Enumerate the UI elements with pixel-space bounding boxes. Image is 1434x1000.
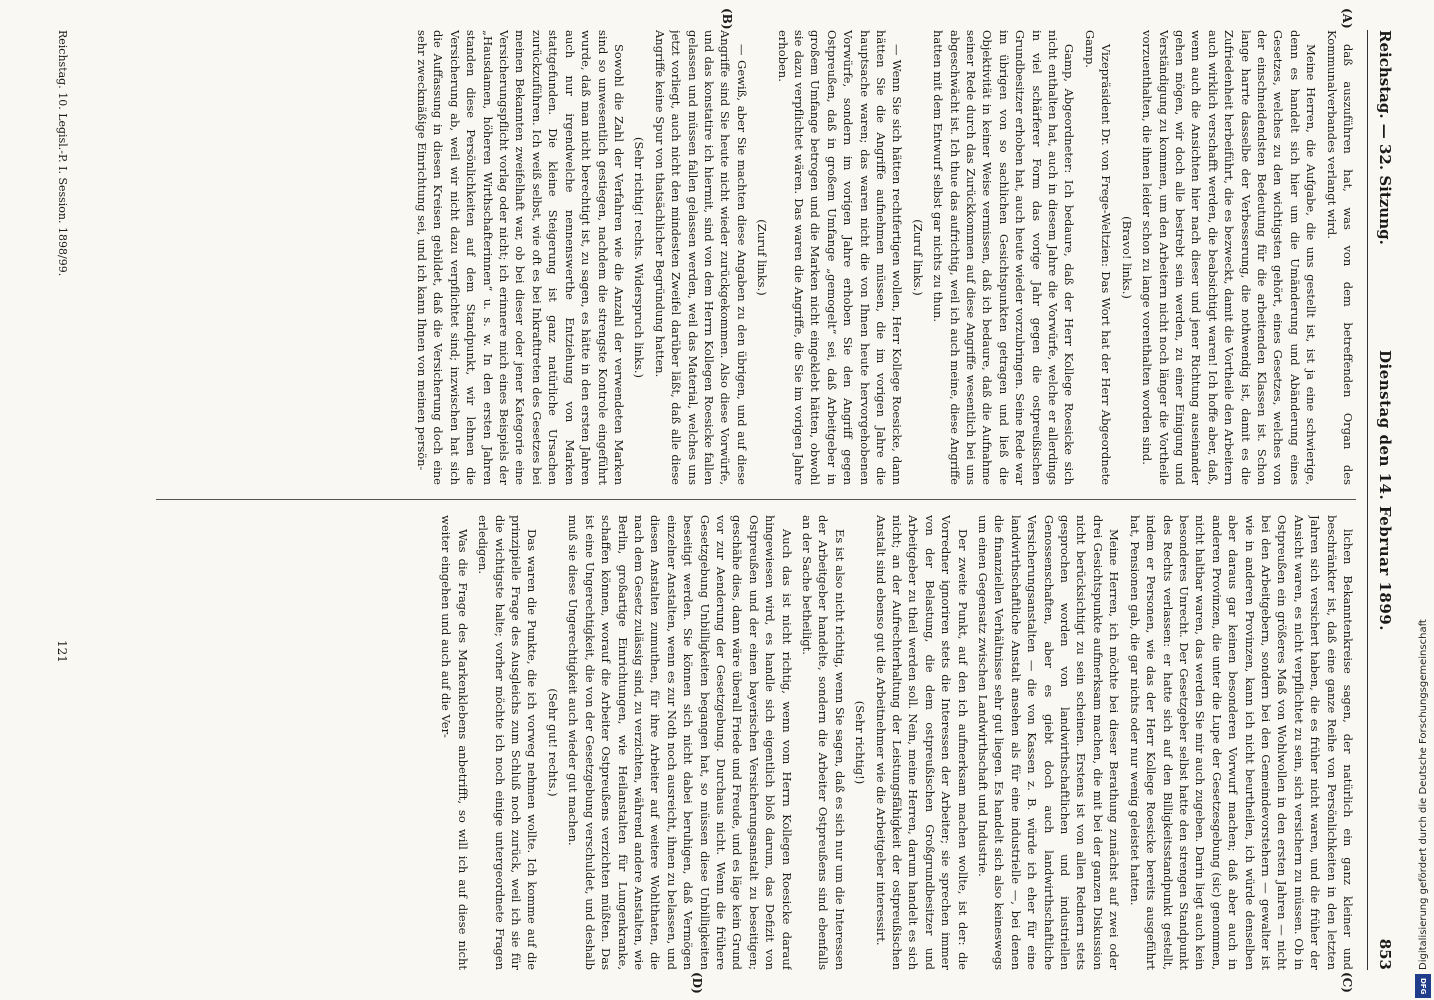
interjection: (Sehr richtig! rechts. Widerspruch links.) <box>632 136 647 379</box>
paragraph: — Wenn Sie sich hätten rechtfertigen wollen, Herr Kollege Roesicke, dann hätten Sie die Angriffe aufnehmen müssen, die im vorigen Jahre die hauptsache waren; das waren nicht die von Ihnen heute hervorgehobenen Vorwürfe, sondern im vorigen Jahre erhoben Sie den Angriff gegen Ostpreußen, daß in großem Umfange „gemogelt“ sei, daß Arbeitgeber in großem Umfange betrogen und die Marken nicht eingeklebt hätten, obwohl sie dazu verpflichtet wären. Das waren die Angriffe, die Sie im vorigen Jahre erhoben. <box>775 30 905 485</box>
footer-page-number: 121 <box>55 640 69 663</box>
credit-text: Digitalisierung gefördert durch die Deutsche Forschungsgemeinschaft <box>1418 619 1429 970</box>
paragraph: daß auszuführen hat, was von dem betreffenden Organ des Kommunalverbandes verlangt wird. <box>1324 30 1355 485</box>
paragraph: Meine Herren, ich möchte bei dieser Berathung zunächst auf zwei oder drei Gesichtspunkte aufmerksam machen, die mit bei der ganzen Diskussion nicht berücksichtigt zu sein scheinen. Erstens ist von allen Rednern stets gesprochen worden von landwirthschaftlichen und industriellen Genossenschaften, aber es giebt doch auch landwirthschaftliche Versicherungsanstalten — die von Kassen z. B. würde ich eher für eine landwirthschaftliche Anstalt ansehen als für eine industrielle —, bei denen die finanziellen Verhältnisse sehr gut liegen. Es handelt sich also keineswegs um einen Gegensatz zwischen Landwirthschaft und Industrie. <box>976 515 1122 970</box>
header-page-number: 853 <box>1376 938 1394 970</box>
interjection: (Zuruf links.) <box>910 219 925 296</box>
paragraph: Vizepräsident Dr. von Frege-Weltzien: Das Wort hat der Herr Abgeordnete Gamp. <box>1082 30 1114 485</box>
footer-session-note: Reichstag. 10. Legisl.-P. I. Session. 1898/99. <box>56 30 69 277</box>
paragraph: Gamp, Abgeordneter: Ich bedaure, daß der Herr Kollege Roesicke sich nicht enthalten hat, auch in diesem Jahre die Vorwürfe, welche er allerdings in viel schärferer Form das vorige Jahr gegen die ostpreußischen Grundbesitzer erhoben hat, auch heute wieder vorzubringen. Seine Rede war im übrigen von so sachlichen Gesichtspunkten getragen und ließ die Objektivität in keiner Weise vermissen, daß ich bedaure, daß die Aufnahme seiner Rede durch das Zurückkommen auf diese Angriffe wesentlich bei uns abgeschwächt ist. Ich thue das aufrichtig, weil ich auch meine, diese Angriffe hatten mit dem Entwurf selbst gar nichts zu thun. <box>931 30 1077 485</box>
right-text-column <box>81 515 1356 970</box>
header-rule <box>1367 30 1368 970</box>
page-header <box>1366 30 1394 970</box>
interjection: (Zuruf links.) <box>755 219 770 296</box>
column-divider <box>156 499 1356 500</box>
paragraph: Auch das ist nicht richtig, wenn vom Herrn Kollegen Roesicke darauf hingewiesen wird, es handle sich eigentlich bloß darum, das Defizit von Ostpreußen und der einen bayerischen Versicherungsanstalt zu beseitigen; geschähe dies, dann wäre überall Friede und Freude, und es läge kein Grund vor zur Aenderung der Gesetzgebung. Durchaus nicht. Wenn die frühere Gesetzgebung Unbilligkeiten begangen hat, so müssen diese Unbilligkeiten beseitigt werden. Sie können sich nicht dabei beruhigen, daß Vermögen einzelner Anstalten, wenn es zur Noth noch ausreicht, ihnen zu belassen, und diesen Anstalten zumuthen, für ihre Arbeiter auf weitere Wohlthaten, die nach dem Gesetz zulässig sind, zu verzichten, während andere Anstalten, wie Berlin, großartige Einrichtungen, wie Heilanstalten für Lungenkranke, schaffen können, worauf die Arbeiter Ostpreußens verzichten müßten. Das ist eine Ungerechtigkeit, die von der Gesetzgebung verschuldet, und deshalb muß sie diese Ungerechtigkeit auch wieder gut machen. <box>566 515 794 970</box>
dfg-logo-icon: DFG <box>1415 974 1431 998</box>
header-date: Dienstag den 14. Februar 1899. <box>1376 350 1394 631</box>
interjection: (Sehr gut! rechts.) <box>545 688 560 797</box>
margin-mark-b: (B) <box>720 8 734 30</box>
left-text-column <box>81 30 1356 485</box>
paragraph: Es ist also nicht richtig, wenn Sie sagen, daß es sich nur um die Interessen der Arbeitgeber handelte, sondern die Arbeiter Ostpreußens sind ebenfalls an der Sache betheiligt. <box>800 515 847 970</box>
paragraph: — Gewiß, aber Sie machten diese Angaben zu den übrigen, und auf diese Angriffe sind Sie heute nicht wieder zurückgekommen. Also diese Vorwürfe, und das konstatire ich hiermit, sind von dem Herrn Kollegen Roesicke fallen gelassen und müssen fallen gelassen werden, weil das Material, welches uns jetzt vorliegt, auch nicht den mindesten Zweifel darüber läßt, daß alle diese Angriffe keine Spur von thatsächlicher Begründung hatten. <box>652 30 749 485</box>
margin-mark-c: (C) <box>1340 972 1354 993</box>
paragraph: Was die Frage des Markenklebens anbetrifft, so will ich auf diese nicht weiter eingehen und auch auf die Ver- <box>439 515 470 970</box>
interjection: (Sehr richtig!) <box>853 700 868 785</box>
header-session-title: Reichstag. — 32. Sitzung. <box>1376 30 1394 245</box>
paragraph: lichen Bekanntenkreise sagen, der natürlich ein ganz kleiner und beschränkter ist, daß eine ganze Reihe von Persönlichkeiten in den letzten Jahren sich versichert haben, die es früher nicht waren, und die früher der Ansicht waren, es nicht verpflichtet zu sein, sich versichern zu müssen. Ob in Ostpreußen ein größeres Maß von Wohlwollen in den ersten Jahren — nicht bei den Arbeitgebern, sondern bei den Gemeindevorstehern — gewalter ist wie in anderen Provinzen, kann ich nicht beurtheilen, ich würde denselben aber daraus gar keinen besonderen Vorwurf machen; daß aber auch in anderen Provinzen, die unter die Lupe der Gesetzesgebung (sic) genommen, nicht haltbar waren, das werden Sie mir auch zugeben. Darin liegt auch kein besonderes Unrecht. Der Gesetzgeber selbst hatte den strengen Standpunkt des Rechts verlassen: er hatte sich auf den Billigkeitsstandpunkt gestellt, indem er Personen, wie das der Herr Kollege Roesicke bereits ausgeführt hat, Pensionen gab, die gar nichts oder nur wenig geleistet hatten. <box>1127 515 1355 970</box>
margin-mark-a: (A) <box>1340 8 1354 29</box>
paragraph: Der zweite Punkt, auf den ich aufmerksam machen wollte, ist der: die Vorredner ignoriren stets die Interessen der Arbeiter; sie sprechen immer von der Belastung, die dem ostpreußischen Großgrundbesitzer und Arbeitgeber zu theil werden soll. Nein, meine Herren, darum handelt es sich nicht; an der Aufrechterhaltung der Leistungsfähigkeit der ostpreußischen Anstalt sind ebenso gut die Arbeitnehmer wie die Arbeitgeber interessirt. <box>873 515 970 970</box>
paragraph: Sowohl die Zahl der Verfahren wie die Anzahl der verwendeten Marken sind so unwesentlich gestiegen, nachdem die strengste Kontrole eingeführt wurde, daß man nicht berechtigt ist, zu sagen, es hätte in den ersten Jahren auch nur irgendwelche nennenswerthe Entziehung von Marken stattgefunden. Die kleine Steigerung ist ganz natürliche Ursachen zurückzuführen. Ich weiß selbst, wie oft es bei Inkrafttreten des Gesetzes bei meinen Bekannten zweifelhaft war, ob bei dieser oder jener Kategorie eine Versicherungspflicht vorlag oder nicht; ich erinnere mich eines Beispiels der „Hausdamen, höheren Wirthschafterinnen“ u. s. w. In den ersten Jahren standen diese Persönlichkeiten auf dem Standpunkt, wir lehnen die Versicherung ab, weil wir nicht dazu verpflichtet sind; inzwischen hat sich die Auffassung in diesen Kreisen gebildet, daß die Versicherung doch eine sehr zweckmäßige Einrichtung sei, und ich kann Ihnen von meinen persön- <box>415 30 626 485</box>
digitization-credit-strip <box>1412 0 1434 1000</box>
paragraph: Meine Herren, die Aufgabe, die uns gestellt ist, ist ja eine schwierige, denn es handelt sich hier um die Umänderung und Abänderung eines Gesetzes, welches zu den wichtigsten gehört, eines Gesetzes, welches von der einschneidendsten Bedeutung für die arbeitenden Klassen ist. Schon lange harrte dasselbe der Verbesserung, die nothwendig ist, damit es die Zufriedenheit herbeiführt, die es bezweckt, damit die Vortheile den Arbeitern auch wirklich verschafft werden, die beabsichtigt waren! Ich hoffe aber, daß, wenn auch die Ansichten hier nach dieser und jener Richtung auseinander gehen mögen, wir doch alle bestrebt sein werden, zu einer Einigung und Verständigung zu kommen, um den Arbeitern nicht noch länger die Vortheile vorzuenthalten, die ihnen leider schon zu lange vorenthalten worden sind. <box>1140 30 1319 485</box>
margin-mark-d: (D) <box>690 972 704 994</box>
paragraph: Das waren die Punkte, die ich vorweg nehmen wollte. Ich komme auf die prinzipielle Frage des Ausgleichs zum Schluß noch zurück, weil ich sie für die wichtigste halte; vorher möchte ich noch einige untergeordnete Fragen erledigen. <box>476 515 540 970</box>
interjection: (Bravo! links.) <box>1119 216 1134 299</box>
